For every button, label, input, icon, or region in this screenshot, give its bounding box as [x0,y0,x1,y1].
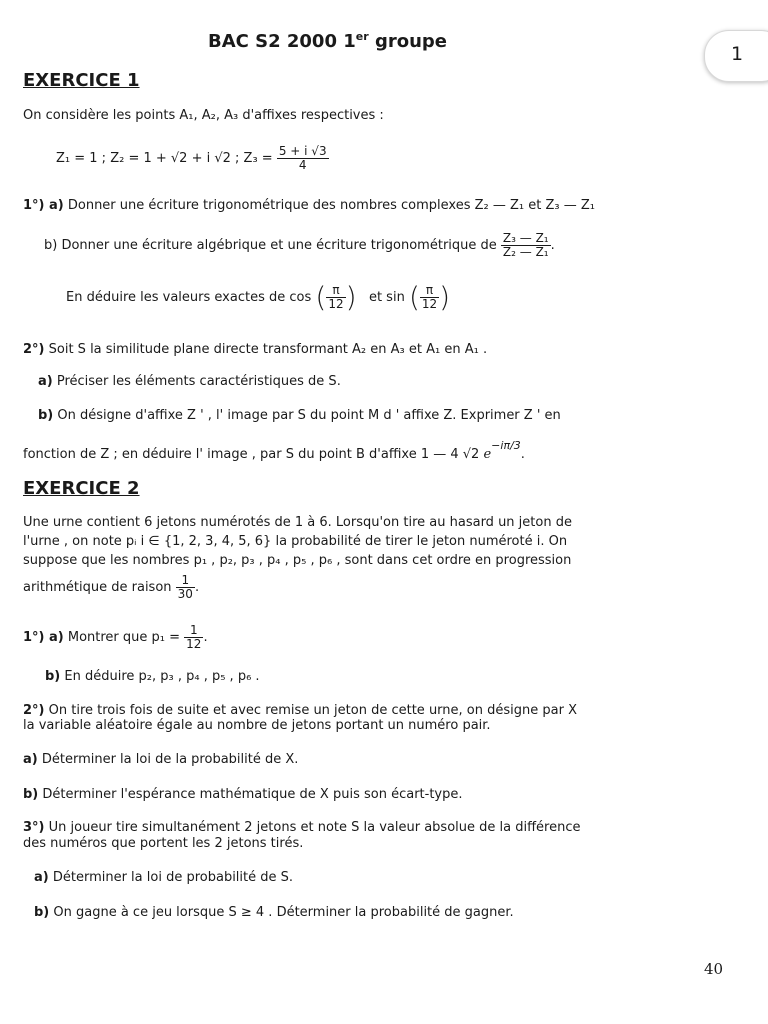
ex2-q2-line1 [23,703,577,719]
ex2-p2: l'urne , on note pᵢ i ∈ {1, 2, 3, 4, 5, 6} la probabilité de tirer le jeton numéroté i. On [23,534,568,549]
ex1-q1c [66,280,451,314]
ex2-q2a [23,752,298,768]
ex2-q1-label: 1°) a) [23,630,64,645]
q1b-denominator: Z₂ — Z₁ [502,245,549,259]
ex1-intro: On considère les points A₁, A₂, A₃ d'affixes respectives : [23,108,384,123]
cos-fraction [326,284,345,311]
ex2-p4 [23,574,199,601]
ex2-q1a [23,624,208,651]
q1c-text: En déduire les valeurs exactes de cos [66,290,312,305]
ex2-q2a-text: Déterminer la loi de la probabilité de X. [37,752,299,767]
title-text: BAC S2 2000 1 [208,31,356,52]
exercise-1-heading: EXERCICE 1 [23,70,140,91]
ex1-q1a-text: Donner une écriture trigonométrique des nombres complexes Z₂ — Z₁ et Z₃ — Z₁ [63,198,595,213]
ex1-q2a-text: Préciser les éléments caractéristiques de S. [52,374,341,389]
page-title [208,30,447,52]
ex1-q2 [23,342,487,358]
raison-end: . [194,580,200,595]
p1-denominator: 12 [186,637,202,651]
sin-denominator: 12 [421,297,438,311]
p1-end: . [203,630,208,645]
paren-open: ( [315,280,327,314]
q1b-numerator: Z₃ — Z₁ [502,231,549,245]
p1-numerator: 1 [184,624,203,638]
ex1-q2-text: Soit S la similitude plane directe transformant A₂ en A₃ et A₁ en A₁ . [44,342,488,357]
cos-numerator: π [326,284,345,298]
raison-denominator: 30 [177,587,193,601]
z3-denominator: 4 [298,158,307,172]
raison-numerator: 1 [176,574,195,588]
sin-fraction [420,284,439,311]
ex2-q3a [34,870,293,886]
ex2-q2-label: 2°) [23,703,45,718]
paren-close: ) [439,280,451,314]
title-suffix: groupe [368,31,447,52]
paren-close: ) [345,280,357,314]
ex1-q2a-label: a) [38,374,53,389]
title-superscript: er [355,30,369,43]
ex2-q2-text1: On tire trois fois de suite et avec remise un jeton de cette urne, on désigne par X [44,703,577,718]
ex2-q2-line2: la variable aléatoire égale au nombre de jetons portant un numéro pair. [23,718,491,733]
ex1-q1b [44,232,555,259]
q1c-and-sin: et sin [368,290,405,305]
ex2-q2b-label: b) [23,787,39,802]
ex2-p1: Une urne contient 6 jetons numérotés de 1 à 6. Lorsqu'on tire au hasard un jeton de [23,515,572,530]
p1-fraction [184,624,203,651]
page-badge[interactable] [704,30,768,82]
z-defs-text: Z₁ = 1 ; Z₂ = 1 + √2 + i √2 ; Z₃ = [56,151,273,166]
ex2-q1b-label: b) [45,669,61,684]
ex1-q2-label: 2°) [23,342,45,357]
sin-numerator: π [420,284,439,298]
exp-end: . [520,447,525,462]
ex2-p3: suppose que les nombres p₁ , p₂, p₃ , p₄ , p₅ , p₆ , sont dans cet ordre en progression [23,553,572,568]
ex2-q1b [45,669,260,685]
ex1-q2b-label: b) [38,408,54,423]
ex1-q1-label: 1°) a) [23,198,64,213]
page-badge-number: 1 [731,43,744,65]
raison-fraction [176,574,195,601]
ex2-q3-line2: des numéros que portent les 2 jetons tirés. [23,836,304,851]
ex2-q3-label: 3°) [23,820,45,835]
ex2-q3b-label: b) [34,905,50,920]
ex1-q2b [38,408,561,424]
exp-power: −iπ/3 [491,439,521,452]
exp-base: e [483,447,492,462]
ex2-q3b-text: On gagne à ce jeu lorsque S ≥ 4 . Déterminer la probabilité de gagner. [49,905,514,920]
q1b-period: . [550,238,555,253]
cos-denominator: 12 [328,297,344,311]
q2b2-text: fonction de Z ; en déduire l' image , par S du point B d'affixe 1 — 4 √2 [23,447,480,462]
z3-numerator: 5 + i √3 [278,144,327,158]
ex1-q1b-fraction [501,232,551,259]
ex1-q2b-text: On désigne d'affixe Z ' , l' image par S du point M d ' affixe Z. Exprimer Z ' en [53,408,561,423]
ex2-q1a-text: Montrer que p₁ = [63,630,181,645]
ex2-q3b [34,905,514,921]
ex1-q1a [23,198,595,214]
ex2-q3a-label: a) [34,870,49,885]
ex2-q2a-label: a) [23,752,38,767]
ex2-q3-text1: Un joueur tire simultanément 2 jetons et note S la valeur absolue de la différence [44,820,581,835]
ex1-q2a [38,374,341,390]
ex2-q2b [23,787,463,803]
paren-open: ( [408,280,420,314]
exercise-2-heading: EXERCICE 2 [23,478,140,499]
ex2-q3a-text: Déterminer la loi de probabilité de S. [48,870,294,885]
page-number: 40 [704,960,724,978]
ex2-q1b-text: En déduire p₂, p₃ , p₄ , p₅ , p₆ . [60,669,260,684]
ex1-q2b-line2 [23,438,525,463]
ex2-q2b-text: Déterminer l'espérance mathématique de X puis son écart-type. [38,787,463,802]
ex1-z-definitions [56,145,329,172]
z3-fraction [277,145,329,172]
ex1-q1b-text: b) Donner une écriture algébrique et une écriture trigonométrique de [44,238,497,253]
ex2-p4-text: arithmétique de raison [23,580,172,595]
ex2-q3-line1 [23,820,580,836]
